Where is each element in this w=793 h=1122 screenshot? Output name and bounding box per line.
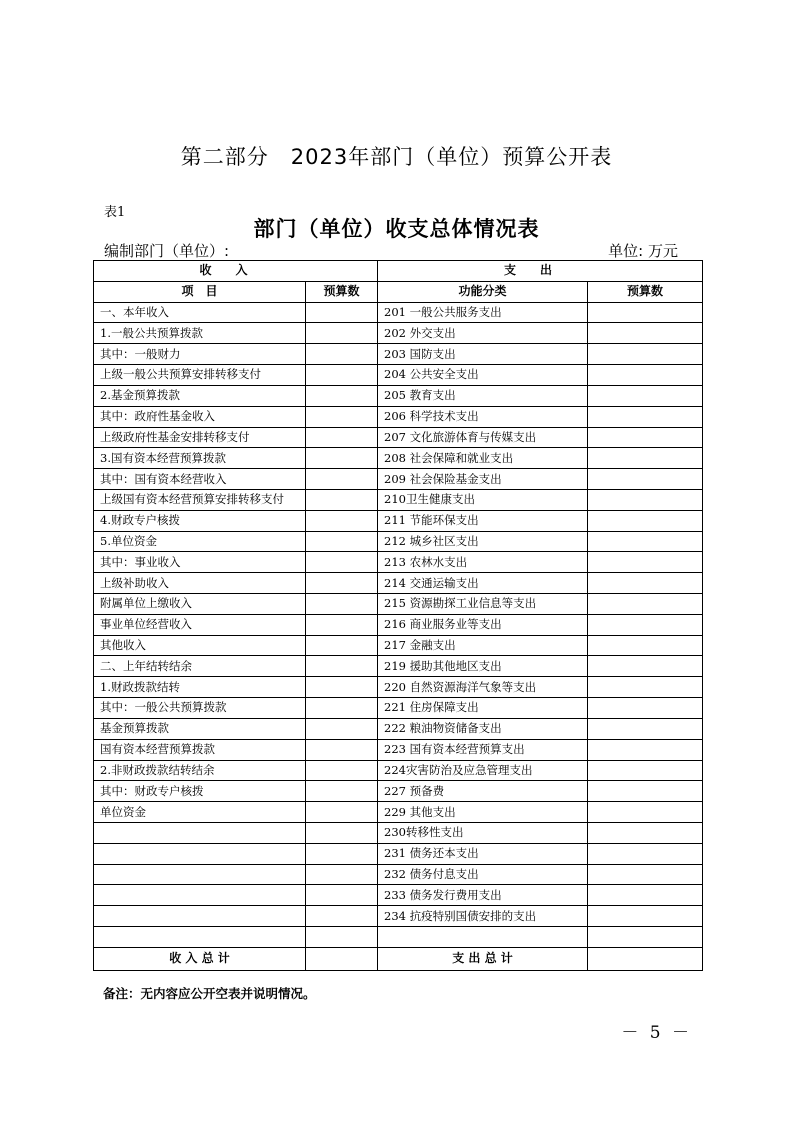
expense-budget-cell: [588, 760, 703, 781]
expense-item-cell: 217 金融支出: [378, 635, 588, 656]
expense-budget-cell: [588, 344, 703, 365]
income-budget-cell: [306, 323, 378, 344]
expense-budget-cell: [588, 802, 703, 823]
income-item-cell: 其中：财政专户核拨: [94, 781, 306, 802]
expense-budget-cell: [588, 843, 703, 864]
income-budget-cell: [306, 406, 378, 427]
expense-budget-cell: [588, 385, 703, 406]
expense-budget-cell: [588, 448, 703, 469]
income-budget-cell: [306, 614, 378, 635]
expense-budget-cell: [588, 635, 703, 656]
income-budget-cell: [306, 739, 378, 760]
expense-budget-cell: [588, 489, 703, 510]
income-budget-cell: [306, 781, 378, 802]
table-row: [94, 927, 703, 948]
unit-label: 单位: 万元: [608, 242, 678, 260]
table-row: [94, 510, 703, 531]
expense-budget-cell: [588, 510, 703, 531]
expense-item-cell: 220 自然资源海洋气象等支出: [378, 677, 588, 698]
table-row: [94, 718, 703, 739]
income-budget-cell: [306, 510, 378, 531]
expense-item-cell: 224灾害防治及应急管理支出: [378, 760, 588, 781]
table-row: [94, 344, 703, 365]
expense-budget-cell: [588, 573, 703, 594]
income-item-cell: 事业单位经营收入: [94, 614, 306, 635]
expense-item-cell: 229 其他支出: [378, 802, 588, 823]
expense-budget-cell: [588, 718, 703, 739]
income-budget-cell: [306, 864, 378, 885]
expense-budget-cell: [588, 531, 703, 552]
expense-item-cell: 222 粮油物资储备支出: [378, 718, 588, 739]
expense-item-cell: 216 商业服务业等支出: [378, 614, 588, 635]
table-row: [94, 469, 703, 490]
expense-budget-cell: [588, 469, 703, 490]
income-item-cell: 国有资本经营预算拨款: [94, 739, 306, 760]
income-item-cell: 附属单位上缴收入: [94, 594, 306, 615]
income-item-cell: 其他收入: [94, 635, 306, 656]
expense-item-cell: 204 公共安全支出: [378, 365, 588, 386]
expense-item-cell: 227 预备费: [378, 781, 588, 802]
table-row: [94, 594, 703, 615]
income-budget-cell: [306, 802, 378, 823]
income-item-cell: 5.单位资金: [94, 531, 306, 552]
income-item-cell: 单位资金: [94, 802, 306, 823]
table-row: [94, 698, 703, 719]
income-budget-cell: [306, 885, 378, 906]
expense-item-cell: 201 一般公共服务支出: [378, 302, 588, 323]
expense-item-cell: 223 国有资本经营预算支出: [378, 739, 588, 760]
expense-item-cell: 206 科学技术支出: [378, 406, 588, 427]
table-row: [94, 365, 703, 386]
table-row: [94, 843, 703, 864]
table-row: [94, 406, 703, 427]
income-item-cell: 上级补助收入: [94, 573, 306, 594]
income-budget-cell: [306, 469, 378, 490]
table-row: [94, 448, 703, 469]
expense-budget-cell: [588, 781, 703, 802]
table-header-row: [94, 261, 703, 282]
table-row: [94, 323, 703, 344]
table-row: [94, 906, 703, 927]
organization-label: 编制部门（单位）:: [104, 242, 230, 260]
expense-budget-cell: [588, 927, 703, 948]
income-item-cell: 其中：政府性基金收入: [94, 406, 306, 427]
income-budget-cell: [306, 594, 378, 615]
expense-item-cell: 211 节能环保支出: [378, 510, 588, 531]
table-row: [94, 552, 703, 573]
table-row: [94, 573, 703, 594]
table-row: [94, 739, 703, 760]
income-item-cell: 二、上年结转结余: [94, 656, 306, 677]
income-item-cell: 其中：一般公共预算拨款: [94, 698, 306, 719]
document-title: 部门（单位）收支总体情况表: [253, 217, 540, 241]
income-budget-cell: [306, 385, 378, 406]
income-budget-cell: [306, 698, 378, 719]
income-item-cell: 一、本年收入: [94, 302, 306, 323]
expense-budget-cell: [588, 427, 703, 448]
expense-item-cell: 230转移性支出: [378, 822, 588, 843]
table-row: [94, 531, 703, 552]
table-row: [94, 489, 703, 510]
table-subheader-row: [94, 281, 703, 302]
table-number: 表1: [104, 205, 126, 220]
expense-item-cell: 208 社会保障和就业支出: [378, 448, 588, 469]
income-budget-cell: [306, 718, 378, 739]
column-function-header: 功能分类: [378, 281, 588, 302]
expense-budget-cell: [588, 406, 703, 427]
table-row: [94, 385, 703, 406]
table-total-row: [94, 947, 703, 970]
income-budget-cell: [306, 365, 378, 386]
table-row: [94, 614, 703, 635]
income-budget-cell: [306, 344, 378, 365]
column-item-header: 项 目: [94, 281, 306, 302]
table-row: [94, 635, 703, 656]
income-budget-cell: [306, 635, 378, 656]
expense-budget-cell: [588, 594, 703, 615]
income-item-cell: 1.财政拨款结转: [94, 677, 306, 698]
page-number: － 5 －: [621, 1023, 692, 1043]
income-item-cell: 上级一般公共预算安排转移支付: [94, 365, 306, 386]
table-row: [94, 427, 703, 448]
expense-item-cell: 232 债务付息支出: [378, 864, 588, 885]
income-budget-cell: [306, 531, 378, 552]
expense-item-cell: 214 交通运输支出: [378, 573, 588, 594]
expense-item-cell: 231 债务还本支出: [378, 843, 588, 864]
income-budget-cell: [306, 427, 378, 448]
column-budget-right-header: 预算数: [588, 281, 703, 302]
income-item-cell: [94, 822, 306, 843]
expense-budget-cell: [588, 365, 703, 386]
income-budget-cell: [306, 656, 378, 677]
income-budget-cell: [306, 760, 378, 781]
income-budget-cell: [306, 906, 378, 927]
income-item-cell: [94, 843, 306, 864]
expense-budget-cell: [588, 822, 703, 843]
expense-item-cell: 205 教育支出: [378, 385, 588, 406]
footnote: 备注：无内容应公开空表并说明情况。: [103, 986, 316, 1001]
expense-item-cell: 233 债务发行费用支出: [378, 885, 588, 906]
expense-budget-cell: [588, 656, 703, 677]
expense-budget-cell: [588, 677, 703, 698]
expense-item-cell: 212 城乡社区支出: [378, 531, 588, 552]
income-budget-cell: [306, 822, 378, 843]
income-item-cell: 其中：国有资本经营收入: [94, 469, 306, 490]
income-total-value: [306, 947, 378, 970]
expense-item-cell: 209 社会保险基金支出: [378, 469, 588, 490]
column-budget-left-header: 预算数: [306, 281, 378, 302]
income-item-cell: [94, 906, 306, 927]
expense-budget-cell: [588, 614, 703, 635]
table-row: [94, 864, 703, 885]
income-item-cell: 上级政府性基金安排转移支付: [94, 427, 306, 448]
table-row: [94, 802, 703, 823]
income-item-cell: 其中：事业收入: [94, 552, 306, 573]
income-budget-cell: [306, 677, 378, 698]
expense-total-label: 支 出 总 计: [378, 947, 588, 970]
expense-budget-cell: [588, 552, 703, 573]
income-budget-cell: [306, 552, 378, 573]
expense-item-cell: 234 抗疫特别国债安排的支出: [378, 906, 588, 927]
table-row: [94, 822, 703, 843]
table-row: [94, 677, 703, 698]
income-total-label: 收 入 总 计: [94, 947, 306, 970]
income-item-cell: 2.基金预算拨款: [94, 385, 306, 406]
income-item-cell: 2.非财政拨款结转结余: [94, 760, 306, 781]
income-item-cell: [94, 885, 306, 906]
expense-total-value: [588, 947, 703, 970]
table-row: [94, 781, 703, 802]
table-row: [94, 760, 703, 781]
table-row: [94, 302, 703, 323]
expense-item-cell: 202 外交支出: [378, 323, 588, 344]
income-budget-cell: [306, 489, 378, 510]
expense-item-cell: 207 文化旅游体育与传媒支出: [378, 427, 588, 448]
income-budget-cell: [306, 927, 378, 948]
expense-budget-cell: [588, 698, 703, 719]
expense-budget-cell: [588, 906, 703, 927]
table-row: [94, 885, 703, 906]
budget-table: [93, 260, 703, 971]
income-item-cell: 上级国有资本经营预算安排转移支付: [94, 489, 306, 510]
expense-item-cell: 215 资源勘探工业信息等支出: [378, 594, 588, 615]
table-row: [94, 656, 703, 677]
expense-budget-cell: [588, 323, 703, 344]
income-item-cell: 4.财政专户核拨: [94, 510, 306, 531]
income-budget-cell: [306, 573, 378, 594]
expense-item-cell: 213 农林水支出: [378, 552, 588, 573]
expense-item-cell: [378, 927, 588, 948]
expense-budget-cell: [588, 739, 703, 760]
income-budget-cell: [306, 843, 378, 864]
expense-item-cell: 210卫生健康支出: [378, 489, 588, 510]
income-item-cell: 1.一般公共预算拨款: [94, 323, 306, 344]
expense-item-cell: 203 国防支出: [378, 344, 588, 365]
income-item-cell: [94, 864, 306, 885]
income-item-cell: 3.国有资本经营预算拨款: [94, 448, 306, 469]
income-budget-cell: [306, 302, 378, 323]
expense-item-cell: 219 援助其他地区支出: [378, 656, 588, 677]
expense-budget-cell: [588, 864, 703, 885]
expense-budget-cell: [588, 885, 703, 906]
income-budget-cell: [306, 448, 378, 469]
expense-header: 支出: [378, 261, 703, 282]
income-item-cell: 基金预算拨款: [94, 718, 306, 739]
expense-budget-cell: [588, 302, 703, 323]
income-item-cell: [94, 927, 306, 948]
income-item-cell: 其中：一般财力: [94, 344, 306, 365]
expense-item-cell: 221 住房保障支出: [378, 698, 588, 719]
income-header: 收入: [94, 261, 378, 282]
part-title: 第二部分 2023年部门（单位）预算公开表: [180, 145, 613, 169]
